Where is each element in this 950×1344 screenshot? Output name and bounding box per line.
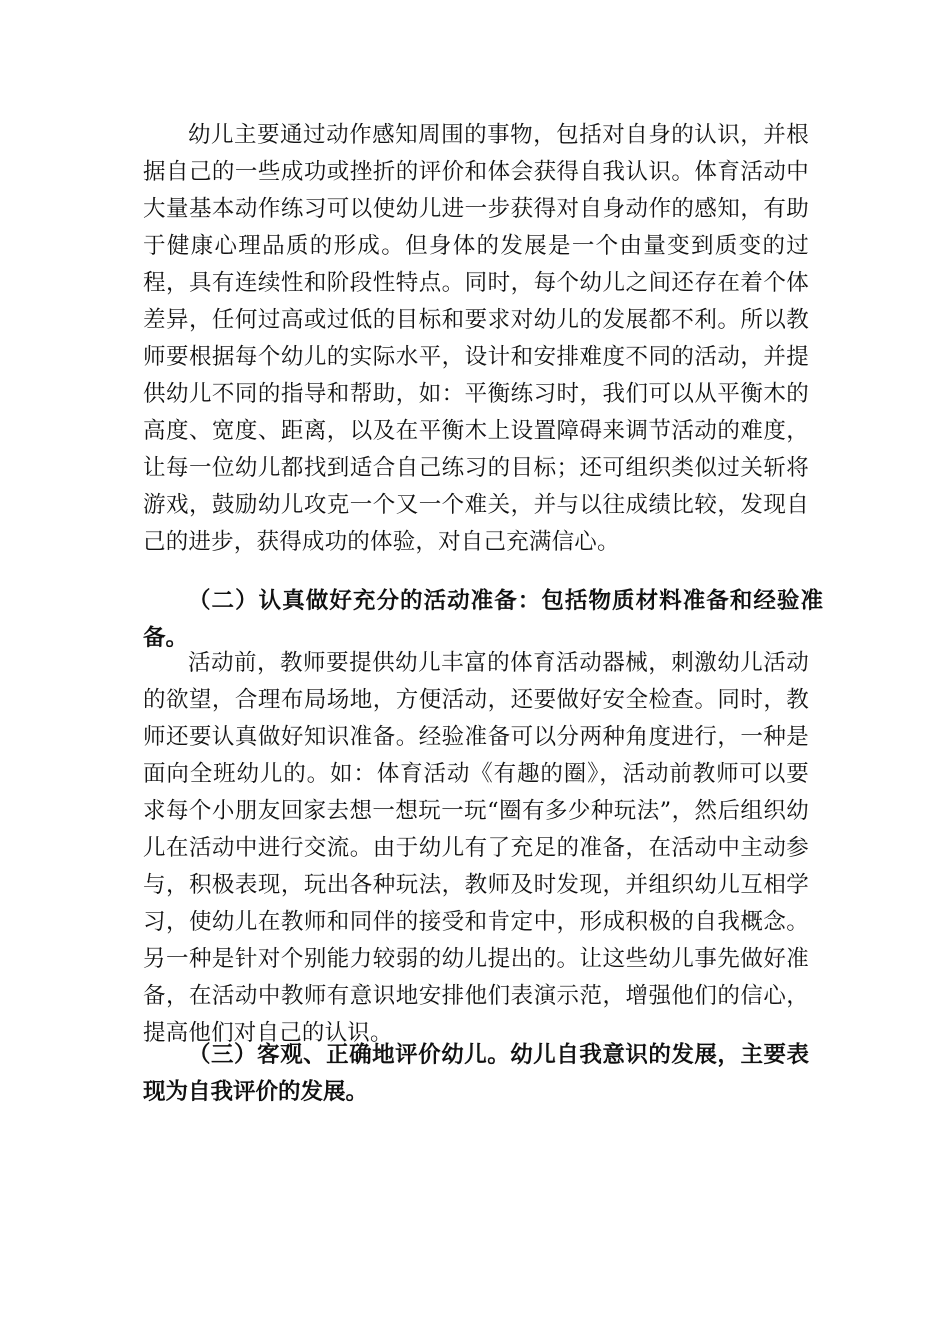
body-paragraph: 幼儿主要通过动作感知周围的事物，包括对自身的认识，并根据自己的一些成功或挫折的评价和体会获得自我认识。体育活动中大量基本动作练习可以使幼儿进一步获得对自身动作的感知，有助于健康心理品质的形成。但身体的发展是一个由量变到质变的过程，具有连续性和阶段性特点。同时，每个幼儿之间还存在着个体差异，任何过高或过低的目标和要求对幼儿的发展都不利。所以教师要根据每个幼儿的实际水平，设计和安排难度不同的活动，并提供幼儿不同的指导和帮助，如：平衡练习时，我们可以从平衡木的高度、宽度、距离，以及在平衡木上设置障碍来调节活动的难度，让每一位幼儿都找到适合自己练习的目标；还可组织类似过关斩将游戏，鼓励幼儿攻克一个又一个难关，并与以往成绩比较，发现自己的进步，获得成功的体验，对自己充满信心。 (143, 122, 809, 555)
body-paragraph: 活动前，教师要提供幼儿丰富的体育活动器械，刺激幼儿活动的欲望，合理布局场地，方便活动，还要做好安全检查。同时，教师还要认真做好知识准备。经验准备可以分两种角度进行，一种是面向全班幼儿的。如：体育活动《有趣的圈》，活动前教师可以要求每个小朋友回家去想一想玩一玩“圈有多少种玩法”，然后组织幼儿在活动中进行交流。由于幼儿有了充足的准备，在活动中主动参与，积极表现，玩出各种玩法，教师及时发现，并组织幼儿互相学习，使幼儿在教师和同伴的接受和肯定中，形成积极的自我概念。另一种是针对个别能力较弱的幼儿提出的。让这些幼儿事先做好准备，在活动中教师有意识地安排他们表演示范，增强他们的信心，提高他们对自己的认识。 (143, 650, 809, 1046)
section-heading: （二）认真做好充分的活动准备：包括物质材料准备和经验准备。 (143, 588, 823, 651)
section-heading: （三）客观、正确地评价幼儿。幼儿自我意识的发展，主要表现为自我评价的发展。 (143, 1042, 809, 1105)
